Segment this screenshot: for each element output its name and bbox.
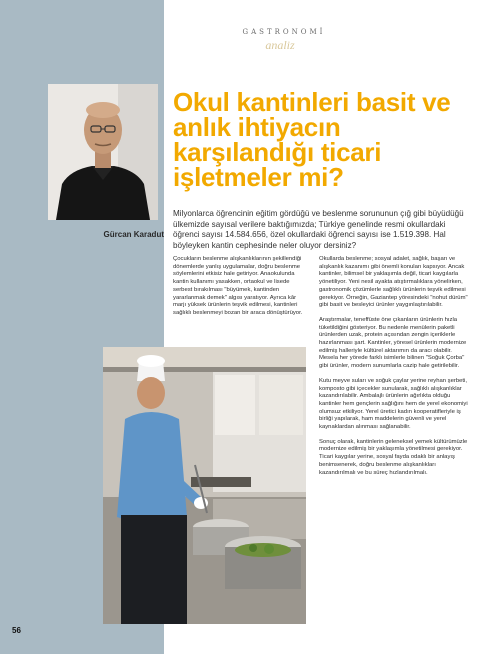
body-column-left: Çocukların beslenme alışkanlıklarının şekillendiği dönemlerde yanlış uygulamalar, doğru beslenme söylemlerini etkisiz hale getiriyor. Anaokulunda kantin kullanımı yasakken, ortaokul ve lisede serbest bırakılması "büyümek, kantinden yararlanmak demek" algısı yaratıyor. Ayrıca kâr marjı yüksek ürünlerin teşvik edilmesi, kantinleri sağlıklı beslenmeyi bozan bir araca dönüştürüyor. bbox=[173, 256, 303, 316]
article-lead: Milyonlarca öğrencinin eğitim gördüğü ve beslenme sorununun çığ gibi büyüdüğü ülkemizde sayısal verilere baktığımızda; Türkiye genelinde resmi okullardaki öğrenci sayısı 14.584.656, özel okullardaki öğrenci sayısı ise 1.519.398. Hal böyleyken kantin cephesinde neler oluyor dersiniz? bbox=[173, 209, 464, 250]
body-paragraph: Okullarda beslenme; sosyal adalet, sağlık, başarı ve alışkanlık kazanımı gibi önemli konuları kapsıyor. Ancak kantinler, bilimsel bir yaklaşımla değil, ticari kaygılarla yönetiliyor. Yeni nesil ayakta atıştırmalıklara yönelirken, gastronomik çözümlerle sağlıklı ürünlerin teşvik edilmesi gerekiyor. Örneğin, Gaziantep yöresindeki "nohut dürüm" gibi basit ve besleyici ürünler yaygınlaştırılabilir. bbox=[319, 256, 468, 309]
body-paragraph: Kutu meyve suları ve soğuk çaylar yerine reyhan şerbeti, komposto gibi içecekler sunularak, sağlıklı alışkanlıklar kazandırılabilir. Ambalajlı ürünlerin ağırlıkta olduğu kantinler hem gençlerin sağlığını hem de yerel ekonomiyi olumsuz etkiliyor. Yerel üretici kadın kooperatifleriyle iş birliği yapılarak, ham maddelerin güvenli ve yerel kaynaklardan alınması sağlanabilir. bbox=[319, 377, 468, 431]
body-paragraph: Sonuç olarak, kantinlerin geleneksel yemek kültürümüzle modernize edilmiş bir yaklaşımla yönetilmesi gerekiyor. Ticari kaygılar yerine, sosyal fayda odaklı bir anlayış benimsenerek, doğru beslenme alışkanlıkları kazandırılmalı ve bu süreç hızlandırılmalı. bbox=[319, 438, 468, 476]
article-title: Okul kantinleri basit ve anlık ihtiyacın karşılandığı ticari işletmeler mi? bbox=[173, 87, 451, 192]
author-portrait bbox=[48, 84, 158, 220]
body-column-right bbox=[319, 256, 469, 484]
author-portrait-illustration bbox=[48, 84, 158, 220]
subsection-label: analiz bbox=[265, 38, 295, 52]
section-label: GASTRONOMİ bbox=[242, 28, 326, 36]
body-paragraph: Araştırmalar, teneffüste öne çıkanların ürünlerin hızla tüketildiğini gösteriyor. Bu nedenle menülerin paketli ürünlerden uzak, protein açısından zengin içeriklerle hazırlanması şart. Kantinler, yöresel ürünlerin modernize edilmiş halleriyle kültürel aktarımın da aracı olabilir. Mesela her yörede farklı isimlerle bilinen "Soğuk Çorba" gibi ürünler, modern sunumlarla cazip hale getirilebilir. bbox=[319, 316, 467, 370]
author-name: Gürcan Karadut bbox=[103, 230, 164, 239]
chef-photo-illustration bbox=[103, 347, 306, 624]
page-header bbox=[0, 0, 480, 60]
kitchen-chef-photo bbox=[103, 347, 306, 624]
page-number: 56 bbox=[12, 626, 21, 635]
